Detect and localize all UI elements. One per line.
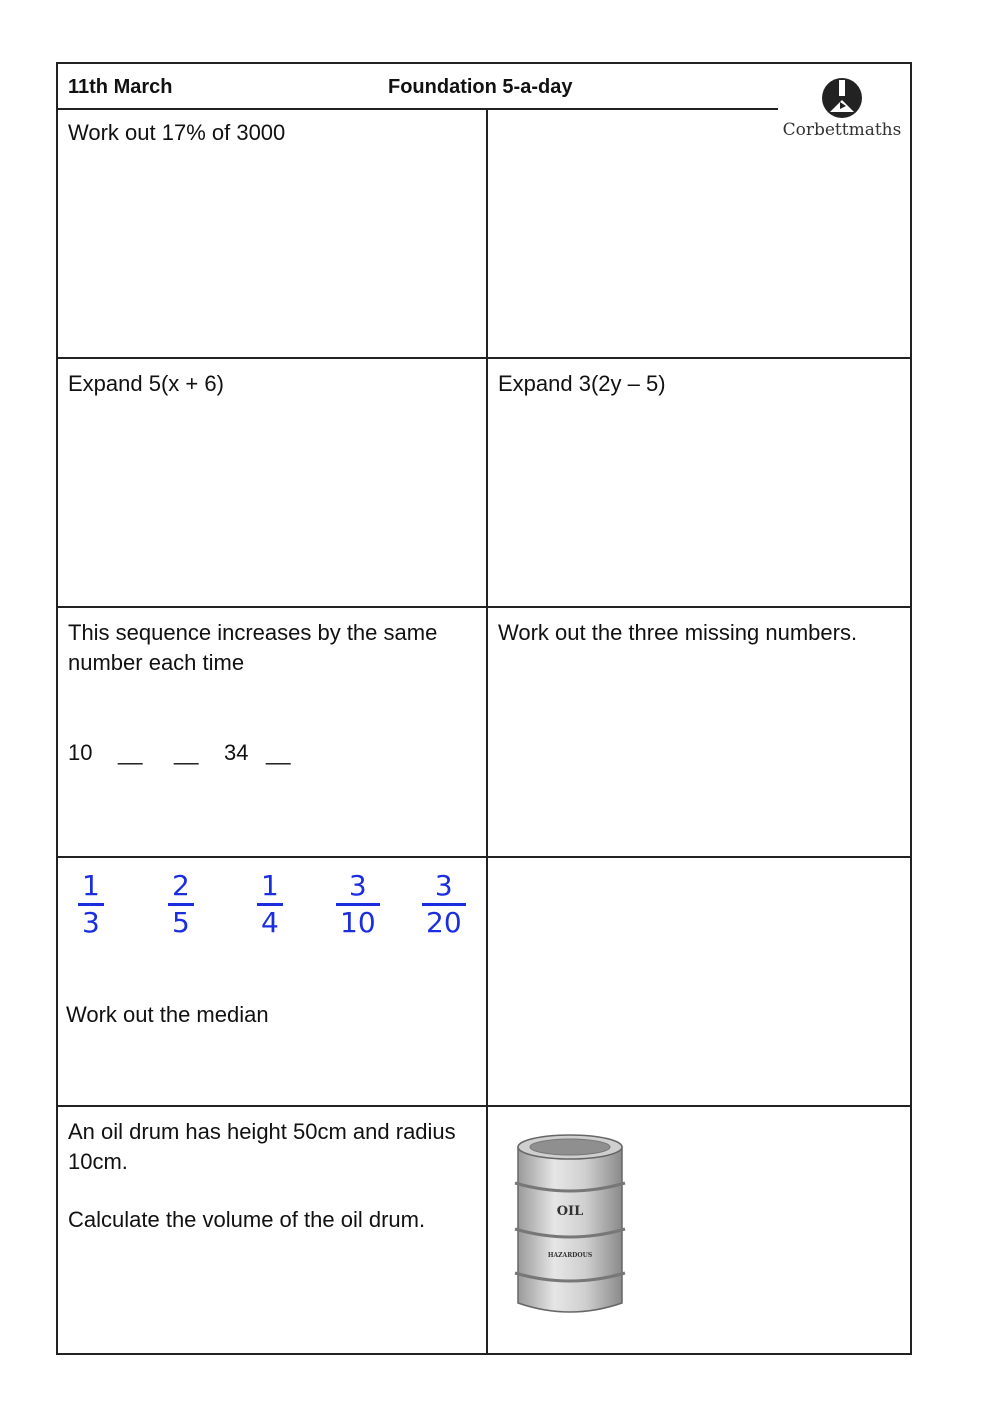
fraction-denominator: 4 xyxy=(261,906,279,939)
sequence-blank: __ xyxy=(118,740,143,765)
fraction-numerator: 3 xyxy=(348,869,367,902)
question-6-text xyxy=(68,1117,472,1235)
question-5-cell xyxy=(58,856,486,1105)
oil-drum-image-cell xyxy=(486,1105,910,1353)
worksheet-title: Foundation 5-a-day xyxy=(388,76,573,98)
worksheet xyxy=(56,62,912,1355)
fraction-numerator: 3 xyxy=(434,869,453,902)
question-4-cell xyxy=(58,606,486,856)
fraction xyxy=(422,870,466,939)
fraction xyxy=(257,870,283,939)
answer-5-cell xyxy=(486,856,910,1105)
fraction xyxy=(168,870,194,939)
fraction-numerator: 2 xyxy=(172,869,190,902)
number-sequence xyxy=(68,738,306,768)
drum-label-bottom: HAZARDOUS xyxy=(547,1252,593,1259)
fraction xyxy=(78,870,104,939)
fraction-denominator: 20 xyxy=(426,906,462,939)
question-6-cell xyxy=(58,1105,486,1353)
sequence-term: 10 xyxy=(68,740,93,765)
question-3-text: Expand 3(2y – 5) xyxy=(498,371,666,396)
sequence-blank: __ xyxy=(266,740,291,765)
question-3-cell xyxy=(486,357,910,606)
question-4b-cell xyxy=(486,606,910,856)
oil-drum-icon xyxy=(512,1131,628,1329)
question-5-prompt: Work out the median xyxy=(66,1002,269,1027)
sequence-blank: __ xyxy=(174,740,199,765)
question-2-cell xyxy=(58,357,486,606)
fraction xyxy=(336,870,380,939)
question-1-text: Work out 17% of 3000 xyxy=(68,120,286,145)
question-6-line-2: Calculate the volume of the oil drum. xyxy=(68,1207,426,1232)
fraction-denominator: 3 xyxy=(82,906,100,939)
drum-label-top: OIL xyxy=(556,1204,584,1219)
corbettmaths-logo-icon xyxy=(820,78,864,123)
sequence-term: 34 xyxy=(224,740,249,765)
fraction-denominator: 10 xyxy=(340,906,376,939)
logo-text: Corbettmaths xyxy=(782,120,902,140)
question-grid xyxy=(58,108,910,1353)
question-6-line-1: An oil drum has height 50cm and radius 10cm. xyxy=(68,1119,456,1174)
fraction-numerator: 1 xyxy=(82,869,100,902)
fraction-numerator: 1 xyxy=(261,869,279,902)
corbettmaths-logo xyxy=(778,78,906,142)
date-label: 11th March xyxy=(68,76,173,98)
fraction-denominator: 5 xyxy=(172,906,190,939)
answer-1-cell xyxy=(486,108,910,357)
question-4b-text: Work out the three missing numbers. xyxy=(498,620,858,645)
question-1-cell xyxy=(58,108,486,357)
question-4-text: This sequence increases by the same number each time xyxy=(68,620,438,675)
question-2-text: Expand 5(x + 6) xyxy=(68,371,224,396)
